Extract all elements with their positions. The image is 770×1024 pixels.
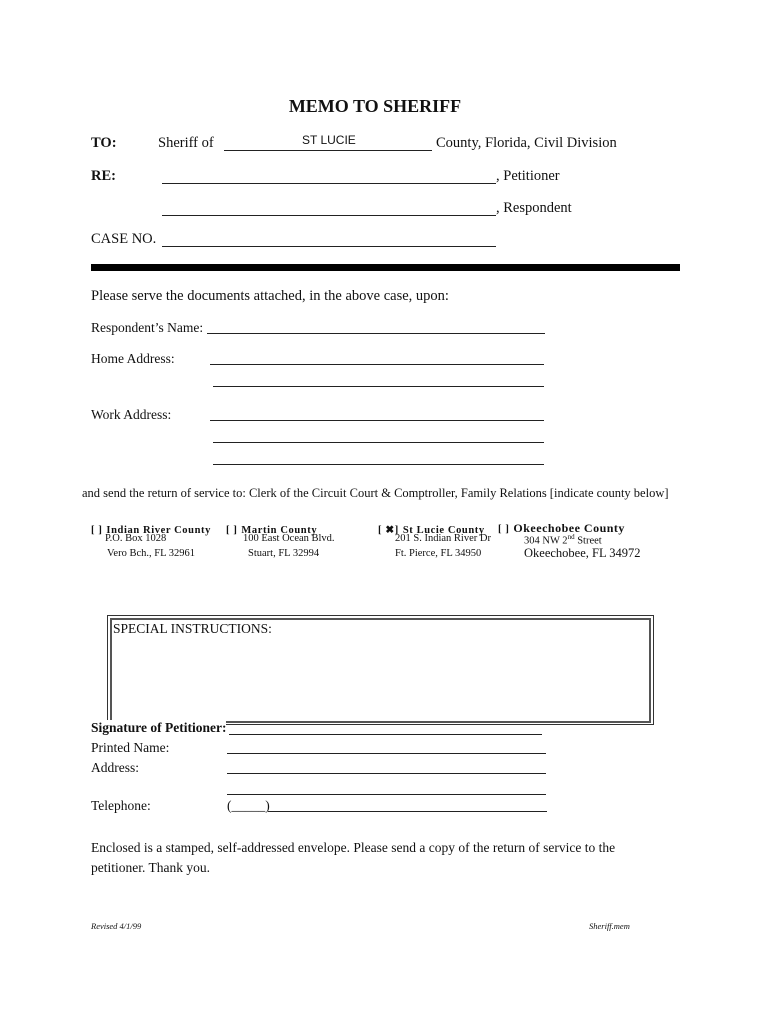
re-label: RE: xyxy=(91,168,116,184)
petitioner-field[interactable] xyxy=(162,183,496,184)
respondent-suffix: , Respondent xyxy=(496,200,572,216)
printed-name-field[interactable] xyxy=(227,753,546,754)
county-field-underline xyxy=(224,150,432,151)
county-checkbox[interactable]: [ ] xyxy=(91,525,103,536)
county-name: Okeechobee County xyxy=(513,521,625,535)
county-checkbox[interactable]: [ ] xyxy=(226,525,238,536)
footer-revised: Revised 4/1/99 xyxy=(91,921,142,931)
respondent-name-label: Respondent’s Name: xyxy=(91,320,204,335)
enclosed-note-line-2: petitioner. Thank you. xyxy=(91,860,210,875)
telephone-field[interactable] xyxy=(268,811,547,812)
work-address-field-3[interactable] xyxy=(213,464,544,465)
county-address-line: Ft. Pierce, FL 34950 xyxy=(395,548,482,559)
case-no-field[interactable] xyxy=(162,246,496,247)
telephone-label: Telephone: xyxy=(91,798,151,813)
address-label: Address: xyxy=(91,760,139,775)
county-suffix: County, Florida, Civil Division xyxy=(436,135,617,151)
telephone-area-code[interactable]: (_____) xyxy=(227,798,270,813)
work-address-label: Work Address: xyxy=(91,407,172,422)
special-instructions-label: SPECIAL INSTRUCTIONS: xyxy=(113,621,272,636)
home-address-label: Home Address: xyxy=(91,351,175,366)
county-name: Martin County xyxy=(241,525,318,536)
address-field-1[interactable] xyxy=(227,773,546,774)
return-service-instruction: and send the return of service to: Clerk of the Circuit Court & Comptroller, Family Relations [indicate county below] xyxy=(82,486,669,500)
county-checkbox-checked[interactable]: [ ✖] xyxy=(378,525,399,536)
county-address-line: 100 East Ocean Blvd. xyxy=(243,533,335,544)
county-checkbox[interactable]: [ ] xyxy=(498,524,510,535)
county-name: Indian River County xyxy=(106,525,211,536)
county-name: St Lucie County xyxy=(402,525,485,536)
page-title: MEMO TO SHERIFF xyxy=(288,96,462,116)
county-address-line: Vero Bch., FL 32961 xyxy=(107,548,195,559)
signature-label: Signature of Petitioner: xyxy=(91,720,227,735)
enclosed-note-line-1: Enclosed is a stamped, self-addressed envelope. Please send a copy of the return of service to the xyxy=(91,840,616,855)
address-field-2[interactable] xyxy=(227,794,546,795)
county-address-line: P.O. Box 1028 xyxy=(105,533,167,544)
printed-name-label: Printed Name: xyxy=(91,740,170,755)
county-address-line: 201 S. Indian River Dr xyxy=(395,533,491,544)
to-label: TO: xyxy=(91,135,117,151)
serve-instruction: Please serve the documents attached, in the above case, upon: xyxy=(91,288,449,304)
petitioner-suffix: , Petitioner xyxy=(496,168,560,184)
home-address-field-1[interactable] xyxy=(210,364,544,365)
home-address-field-2[interactable] xyxy=(213,386,544,387)
sheriff-of-label: Sheriff of xyxy=(158,135,214,151)
county-field[interactable]: ST LUCIE xyxy=(302,133,356,147)
work-address-field-1[interactable] xyxy=(210,420,544,421)
county-address-line: Okeechobee, FL 34972 xyxy=(524,546,641,560)
respondent-name-field[interactable] xyxy=(207,333,545,334)
case-no-label: CASE NO. xyxy=(91,231,157,247)
respondent-field[interactable] xyxy=(162,215,496,216)
separator-bar xyxy=(91,264,680,271)
county-address-line: 304 NW 2nd Street xyxy=(524,533,602,547)
footer-filename: Sheriff.mem xyxy=(589,921,630,931)
signature-field[interactable] xyxy=(229,734,542,735)
county-address-line: Stuart, FL 32994 xyxy=(248,548,320,559)
work-address-field-2[interactable] xyxy=(213,442,544,443)
